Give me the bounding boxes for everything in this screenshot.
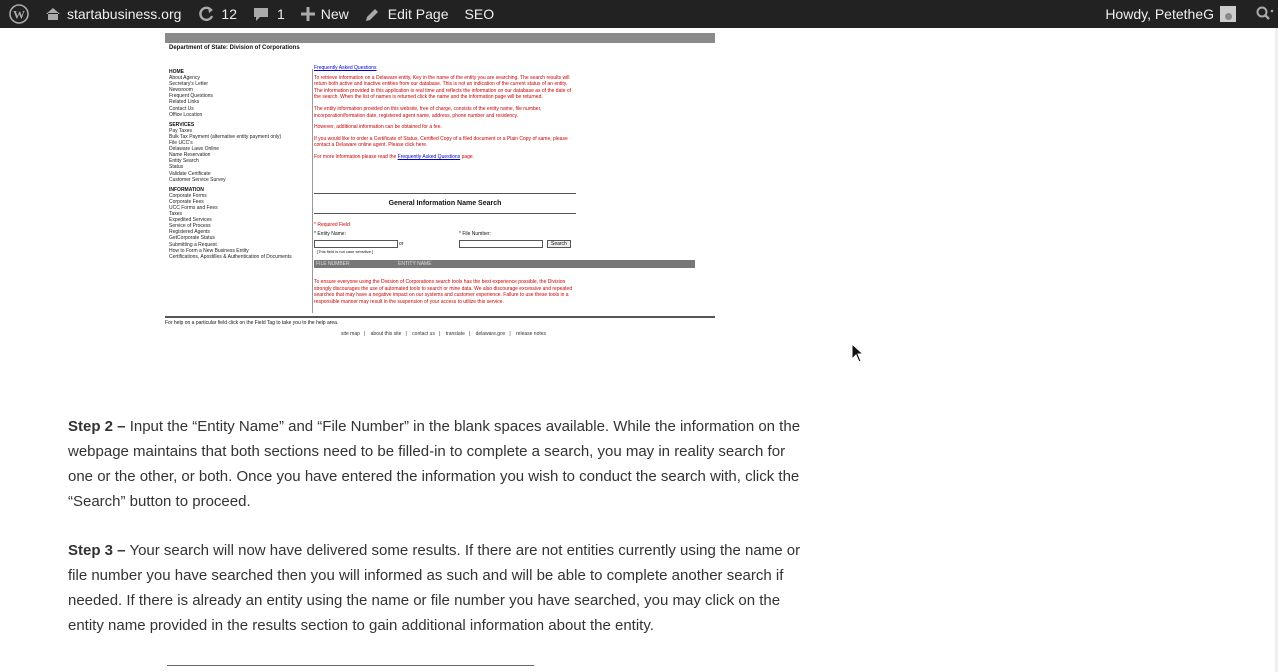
automation-warning: To ensure everyone using the Division of Corporations search tools has the best experience possible, the Division strongly discourages the use of automated tools to search or mine data. We also discourage excessive and repeated searches that may have a negative impact on our systems and customer experience. Failure to use these tools in a responsible manner may result in the suspension of your access to utilize this service. <box>314 279 573 305</box>
footer-link: translate <box>445 331 465 337</box>
admin-bar <box>0 0 1278 28</box>
or-label: or <box>399 241 404 247</box>
entity-name-column: ENTITY NAME <box>398 261 432 267</box>
sidebar-item: Taxes <box>169 211 183 218</box>
sidebar-item: Certifications, Apostilles & Authentication of Documents <box>169 253 292 260</box>
sidebar-item: Registered Agents <box>169 229 210 236</box>
sidebar-item: Submitting a Request <box>169 241 217 248</box>
comment-icon <box>253 6 269 22</box>
sidebar-item: Secretary's Letter <box>169 81 209 88</box>
screenshot-main-text <box>314 65 576 161</box>
plus-icon <box>301 7 315 21</box>
intro-paragraph: To retrieve information on a Delaware entity, Key in the name of the entity you are searching. The search results will return both active and inactive entities from our database. This is not an indication of the current status of an entity. The information provided in this application is real time and reflects the information on our database as of the date of the search. When the list of names is returned click the name and the information page will be returned. <box>314 74 572 101</box>
intro-paragraph: If you would like to order a Certificate of Status, Certified Copy of a filed document or a Plain Copy of same, please contact a Delaware online agent. Please click here. <box>314 135 568 149</box>
sidebar-item: How to Form a New Business Entity <box>169 247 249 254</box>
sidebar-item: Customer Service Survey <box>169 176 226 183</box>
mouse-cursor-icon <box>851 343 865 368</box>
step-3-paragraph <box>68 538 813 638</box>
screenshot-top-strip <box>165 33 715 43</box>
wordpress-logo-icon[interactable] <box>0 0 37 28</box>
sidebar-item: Corporate Forms <box>169 192 207 199</box>
seo-label: SEO <box>464 6 495 22</box>
account-menu[interactable] <box>1097 0 1244 28</box>
footer-link: release notes <box>516 331 547 337</box>
sidebar-group-home <box>169 69 312 118</box>
footer-link: contact us <box>412 331 435 337</box>
sidebar-item: Validate Certificate <box>169 170 211 177</box>
sidebar-item: Office Location <box>169 111 203 118</box>
entity-search-screenshot <box>165 33 715 345</box>
svg-text:W: W <box>13 7 25 22</box>
screenshot-footer-links: site map | about this site | contact us | translate | delaware.gov | release notes <box>341 331 547 337</box>
sidebar-item: Name Reservation <box>169 152 211 159</box>
avatar <box>1220 6 1236 22</box>
sidebar-header: INFORMATION <box>169 186 204 193</box>
sidebar-item: Status <box>169 164 184 171</box>
step-2-paragraph <box>68 414 813 514</box>
results-header-bar <box>314 260 695 268</box>
sidebar-group-services <box>169 122 312 183</box>
footer-link: delaware.gov <box>475 331 506 337</box>
site-name-link[interactable] <box>37 0 189 28</box>
screenshot-bottom-rule <box>165 316 715 318</box>
pencil-icon <box>365 7 380 22</box>
new-label: New <box>320 6 349 22</box>
form-divider <box>314 213 576 214</box>
next-image-top-edge <box>167 665 534 666</box>
intro-paragraph <box>314 154 576 161</box>
entity-name-input <box>314 240 398 248</box>
comments-link[interactable] <box>245 0 293 28</box>
search-icon[interactable] <box>1244 0 1278 28</box>
step-3-label: Step 3 – <box>68 542 126 559</box>
refresh-icon <box>197 5 215 23</box>
step-2-label: Step 2 – <box>68 418 126 435</box>
step-2-text: Input the “Entity Name” and “File Number” in the blank spaces available. While the information on the webpage maintains that both sections need to be filled-in to complete a search, you may in reality search for one or the other, or both. Once you have entered the information you wish to conduct the search with, click the “Search” button to proceed. <box>68 418 801 510</box>
sidebar-header: HOME <box>169 69 184 75</box>
sidebar-header: SERVICES <box>169 121 195 128</box>
new-content-link[interactable] <box>293 0 357 28</box>
updates-link[interactable] <box>189 0 245 28</box>
help-note: For help on a particular field click on the Field Tag to take you to the help area. <box>165 320 339 326</box>
form-title: General Information Name Search <box>314 193 576 207</box>
screenshot-sidebar <box>165 69 313 313</box>
sidebar-item: Newsroom <box>169 87 193 94</box>
footer-link: site map <box>341 331 360 337</box>
intro-text: For more information please read the <box>314 153 397 160</box>
faq-link: Frequently Asked Questions <box>314 65 377 71</box>
intro-paragraph: However, additional information can be obtained for a fee. <box>314 124 442 131</box>
entity-name-label: * Entity Name: <box>314 231 346 237</box>
sidebar-item: Corporate Fees <box>169 198 204 205</box>
comments-count: 1 <box>276 6 285 22</box>
sidebar-item: Service of Process <box>169 223 211 230</box>
file-number-input <box>459 240 543 248</box>
search-button: Search <box>547 240 571 248</box>
case-note: [This field is not case sensitive.] <box>317 249 374 254</box>
updates-count: 12 <box>221 6 237 22</box>
sidebar-item: GetCorporate Status <box>169 235 215 242</box>
sidebar-item: Related Links <box>169 99 200 106</box>
howdy-text: Howdy, PetetheG <box>1105 6 1214 22</box>
edit-page-label: Edit Page <box>387 6 449 22</box>
sidebar-item: Delaware Laws Online <box>169 146 220 153</box>
step-3-text: Your search will now have delivered some results. If there are not entities currently using the name or file number you have searched then you will informed as such and will be able to complete another search if needed. If there is already an entity using the name or file number you have searched, you may click on the entity name provided in the results section to gain additional information about the entity. <box>68 542 801 634</box>
sidebar-item: Frequent Questions <box>169 93 213 100</box>
intro-paragraph: The entity information provided on this website, free of charge, consists of the entity name, file number, incorporation/formation date, registered agent name, address, phone number and residency. <box>314 105 542 119</box>
file-number-column: FILE NUMBER <box>316 261 350 267</box>
faq-link: Frequently Asked Questions <box>397 153 461 160</box>
sidebar-item: Expedited Services <box>169 217 212 224</box>
sidebar-item: Pay Taxes <box>169 127 192 134</box>
sidebar-group-information <box>169 187 312 260</box>
file-number-label: * File Number: <box>459 231 491 237</box>
site-name: startabusiness.org <box>67 6 182 22</box>
sidebar-item: UCC Forms and Fees <box>169 204 218 211</box>
sidebar-item: Bulk Tax Payment (alternative entity payment only) <box>169 133 282 140</box>
seo-menu[interactable] <box>457 0 503 28</box>
sidebar-item: File UCC's <box>169 140 193 147</box>
required-note: * Required Field <box>314 222 350 228</box>
intro-text: page. <box>461 153 475 160</box>
sidebar-item: Contact Us <box>169 105 194 112</box>
edit-page-link[interactable] <box>357 0 457 28</box>
sidebar-item: Entity Search <box>169 158 199 165</box>
sidebar-item: About Agency <box>169 75 200 82</box>
home-icon <box>45 7 61 21</box>
footer-link: about this site <box>370 331 402 337</box>
dept-title: Department of State: Division of Corporations <box>169 45 300 51</box>
